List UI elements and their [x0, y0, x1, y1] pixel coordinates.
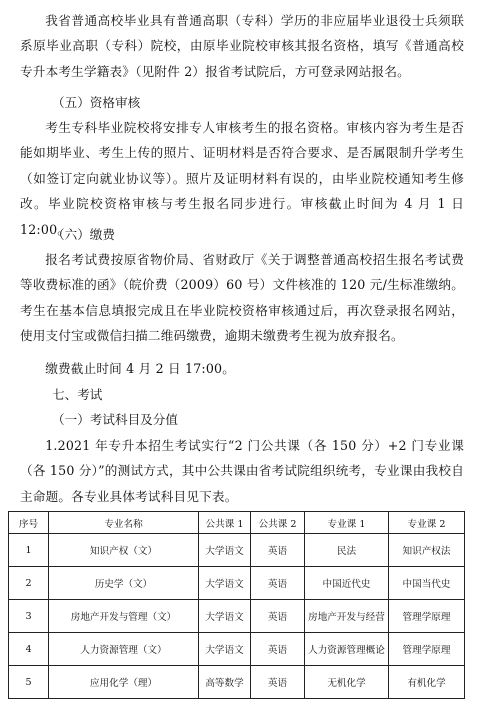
paragraph-veteran-registration: 我省普通高校毕业具有普通高职（专科）学历的非应届毕业退役士兵须联系原毕业高职（专科）院校，由原毕业院校审核其报名资格，填写《普通高校专升本考生学籍表》（见附件 2）报省考试院后，方可登录网站报名。 [20, 13, 464, 79]
header-public-course-2: 公共课 2 [251, 512, 305, 534]
cell-major-course-1: 人力资源管理概论 [305, 633, 389, 666]
cell-public-course-1: 大学语文 [199, 600, 251, 633]
cell-major: 历史学（文） [49, 567, 199, 600]
exam-subjects-table [8, 511, 465, 699]
paragraph-exam-format: 1.2021 年专升本招生考试实行“2 门公共课（各 150 分）+2 门专业课（各 150 分）”的测试方式，其中公共课由省考试院组织统考，专业课由我校自主命题。各专业具体考试科目见下表。 [20, 438, 464, 504]
cell-major-course-1: 房地产开发与经营 [305, 600, 389, 633]
paragraph-payment: 报名考试费按原省物价局、省财政厅《关于调整普通高校招生报名考试费等收费标准的函》（皖价费（2009）60 号）文件核准的 120 元/生标准缴纳。考生在基本信息填报完成且在毕业院校资格审核通过后，再次登录报名网站，使用支付宝或微信扫描二维码缴费，逾期未缴费考生视为放弃报名。 [20, 252, 464, 344]
cell-major: 知识产权（文） [49, 534, 199, 567]
cell-index: 3 [9, 600, 49, 633]
cell-major-course-2: 知识产权法 [389, 534, 465, 567]
cell-public-course-2: 英语 [251, 666, 305, 699]
cell-public-course-1: 高等数学 [199, 666, 251, 699]
table-row [9, 666, 465, 699]
heading-exam: 七、考试 [52, 387, 103, 402]
cell-index: 2 [9, 567, 49, 600]
cell-major: 房地产开发与管理（文） [49, 600, 199, 633]
header-major-course-1: 专业课 1 [305, 512, 389, 534]
cell-public-course-1: 大学语文 [199, 633, 251, 666]
cell-public-course-2: 英语 [251, 534, 305, 567]
header-public-course-1: 公共课 1 [199, 512, 251, 534]
cell-major-course-1: 无机化学 [305, 666, 389, 699]
header-major: 专业名称 [49, 512, 199, 534]
cell-public-course-1: 大学语文 [199, 567, 251, 600]
cell-major-course-1: 民法 [305, 534, 389, 567]
cell-major-course-2: 中国当代史 [389, 567, 465, 600]
cell-major-course-2: 管理学原理 [389, 600, 465, 633]
cell-major-course-1: 中国近代史 [305, 567, 389, 600]
table-header-row [9, 512, 465, 534]
cell-index: 1 [9, 534, 49, 567]
cell-public-course-2: 英语 [251, 600, 305, 633]
heading-exam-subjects: （一）考试科目及分值 [52, 412, 178, 427]
cell-major: 应用化学（理） [49, 666, 199, 699]
cell-index: 5 [9, 666, 49, 699]
table-row [9, 600, 465, 633]
cell-public-course-2: 英语 [251, 633, 305, 666]
table-row [9, 633, 465, 666]
header-major-course-2: 专业课 2 [389, 512, 465, 534]
paragraph-payment-deadline: 缴费截止时间 4 月 2 日 17:00。 [45, 361, 236, 376]
table-row [9, 567, 465, 600]
heading-payment: （六）缴费 [52, 227, 115, 242]
cell-public-course-2: 英语 [251, 567, 305, 600]
cell-index: 4 [9, 633, 49, 666]
cell-major: 人力资源管理（文） [49, 633, 199, 666]
cell-major-course-2: 有机化学 [389, 666, 465, 699]
cell-public-course-1: 大学语文 [199, 534, 251, 567]
table-row [9, 534, 465, 567]
header-index: 序号 [9, 512, 49, 534]
heading-qualification-review: （五）资格审核 [52, 95, 141, 110]
paragraph-qualification-review: 考生专科毕业院校将安排专人审核考生的报名资格。审核内容为考生是否能如期毕业、考生上传的照片、证明材料是否符合要求、是否属限制升学考生（如签订定向就业协议等）。照片及证明材料有误的，由毕业院校通知考生修改。毕业院校资格审核与考生报名同步进行。审核截止时间为 4 月 1 日 12:00。 [20, 120, 464, 237]
cell-major-course-2: 管理学原理 [389, 633, 465, 666]
